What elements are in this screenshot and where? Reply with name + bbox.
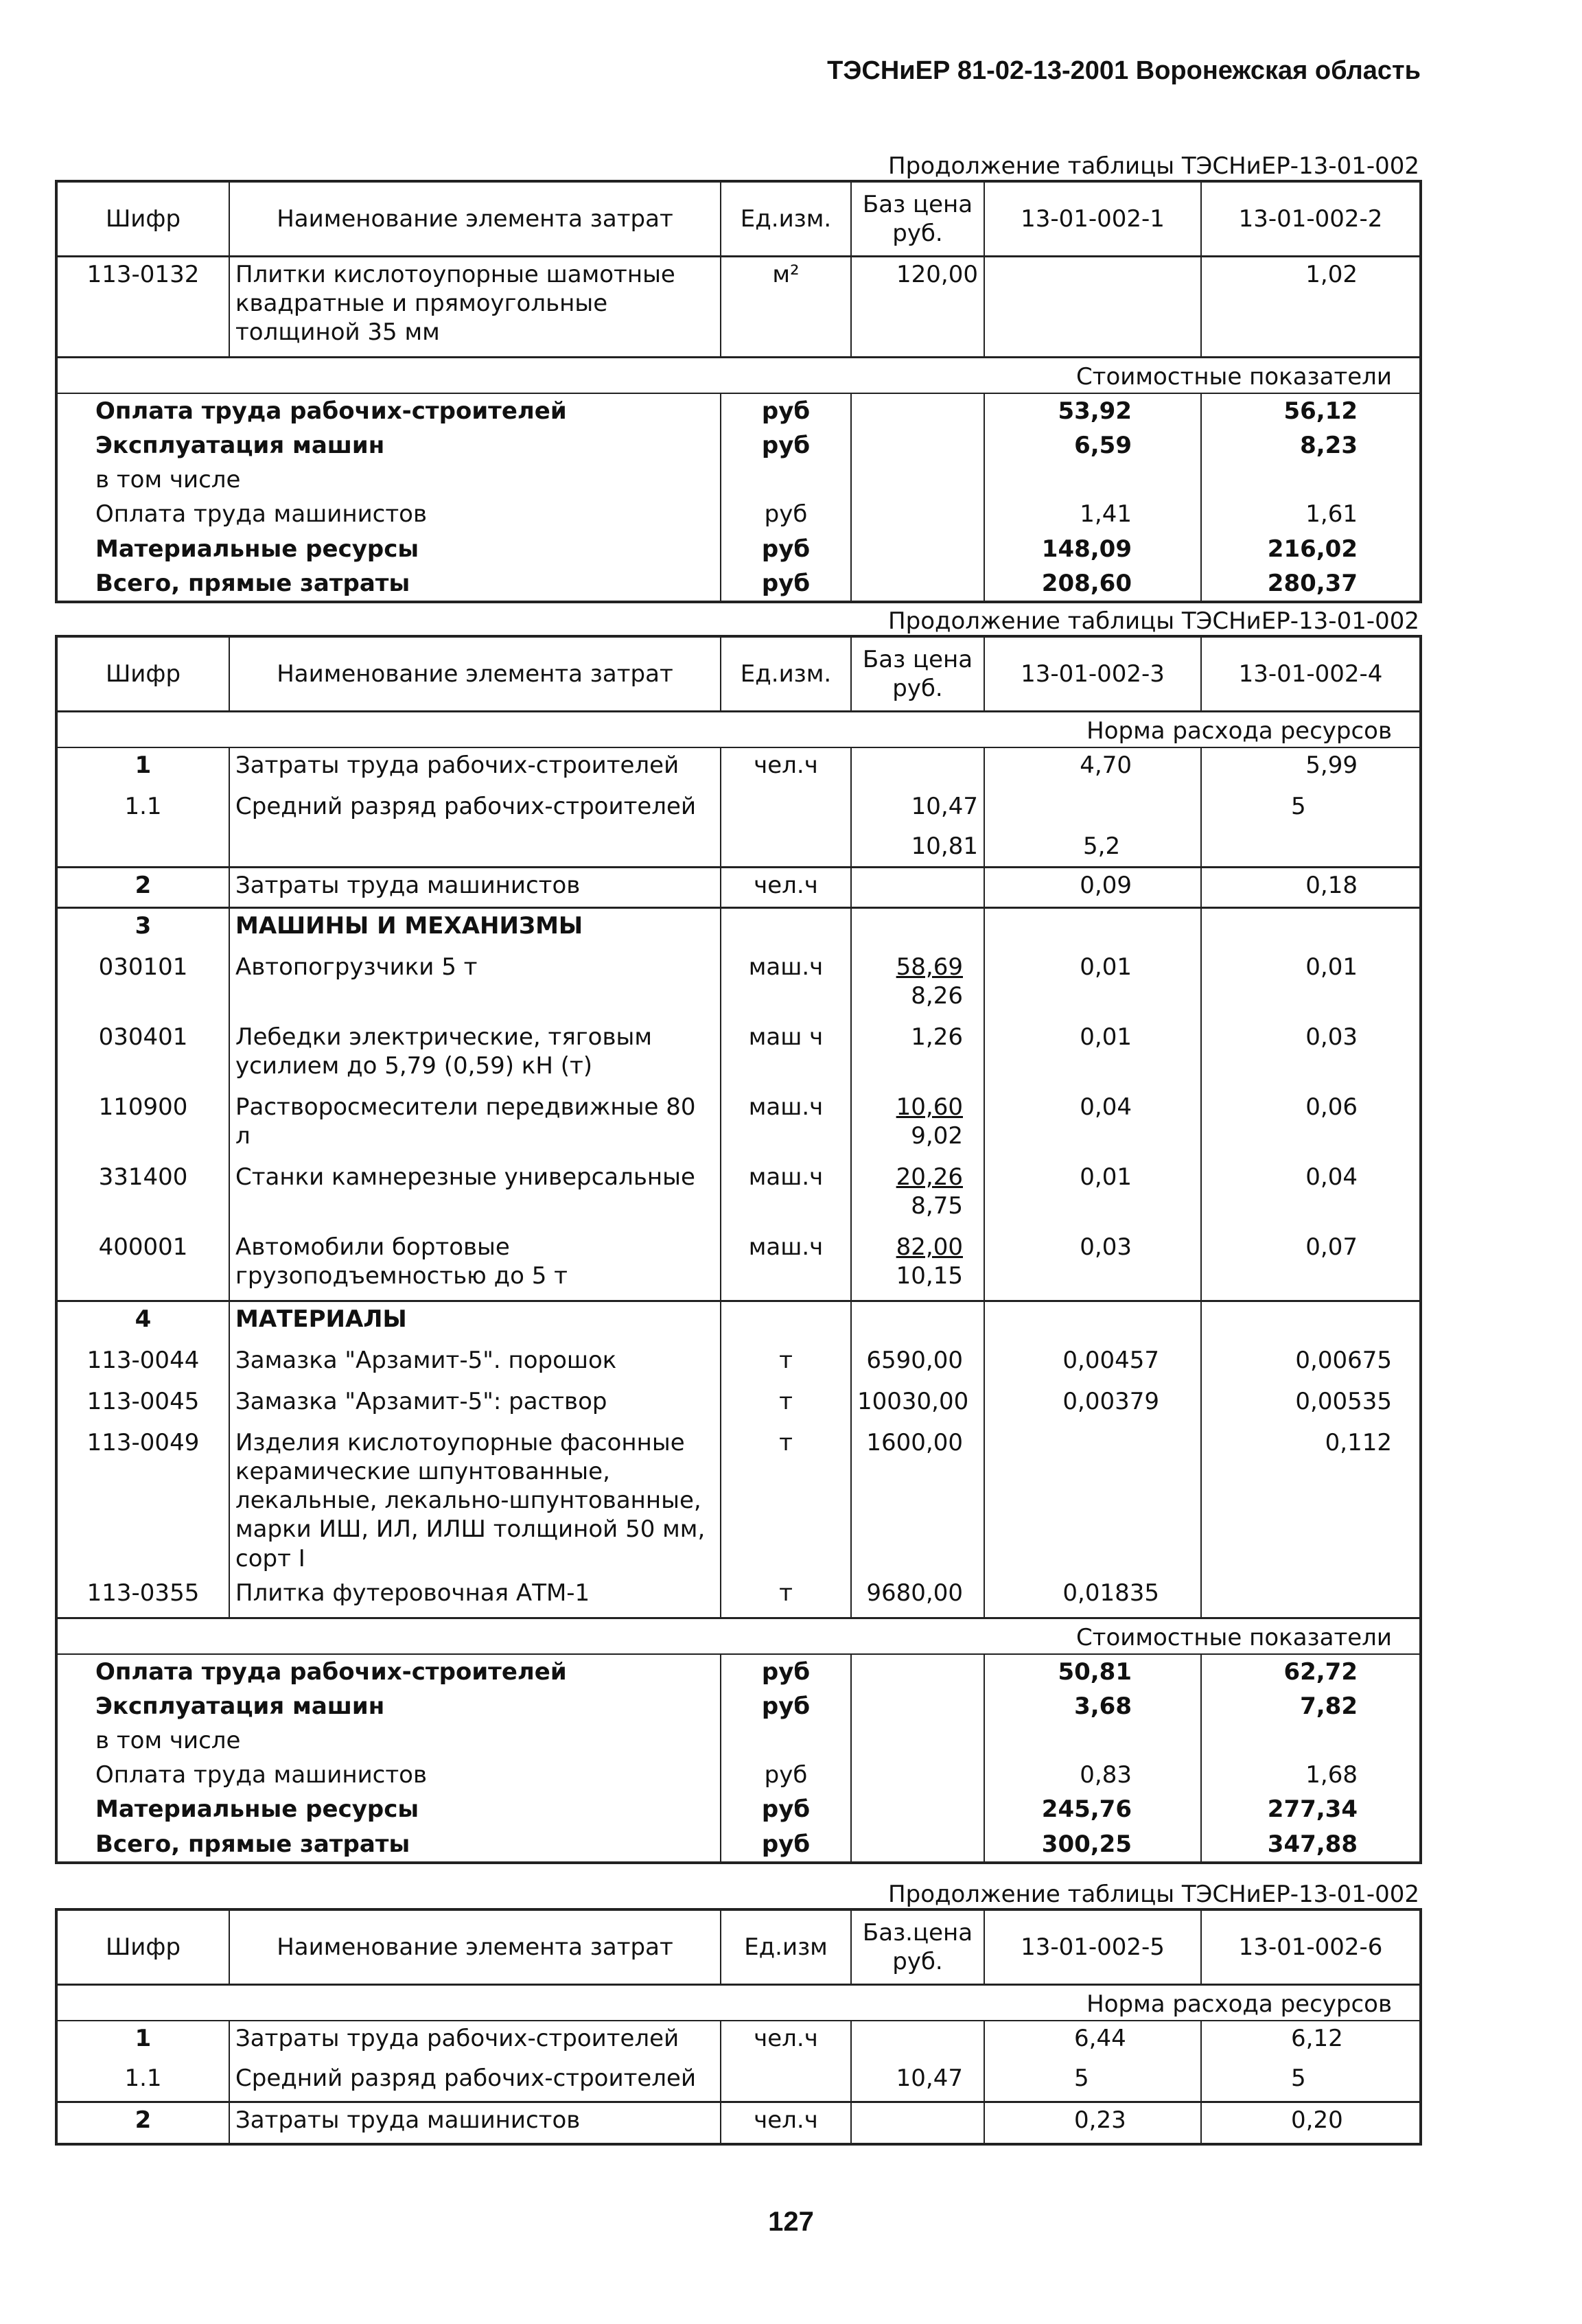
- row-value-a: [984, 789, 1201, 868]
- header-unit: Ед.изм.: [721, 636, 851, 712]
- row-price: 10030,00: [851, 1384, 984, 1426]
- row-code: 113-0049: [56, 1426, 229, 1576]
- resource-table-1: [55, 180, 1422, 603]
- summary-row: [56, 532, 1421, 566]
- row-price: [851, 1020, 984, 1090]
- row-unit: маш ч: [721, 1020, 851, 1090]
- header-price: Баз цена руб.: [851, 636, 984, 712]
- price-underlined: 20,26: [896, 1163, 963, 1191]
- table-row: [56, 950, 1421, 1020]
- material-rows: [56, 1343, 1421, 1618]
- row-code: 400001: [56, 1230, 229, 1301]
- row-name: Плитки кислотоупорные шамотные квадратные и прямоугольные толщиной 35 мм: [229, 257, 721, 358]
- summary-row: [56, 497, 1421, 531]
- continuation-caption-2: Продолжение таблицы ТЭСНиЕР-13-01-002: [888, 607, 1419, 635]
- row-price: [851, 747, 984, 789]
- table-row: [56, 789, 1421, 868]
- header-price: Баз цена руб.: [851, 181, 984, 257]
- row-value-b: 6,12: [1201, 2021, 1421, 2061]
- price-value: 8,75: [911, 1192, 963, 1220]
- header-name: Наименование элемента затрат: [229, 636, 721, 712]
- price-underlined: 82,00: [896, 1233, 963, 1261]
- row-unit: маш.ч: [721, 1090, 851, 1160]
- table-row: [56, 1384, 1421, 1426]
- summary-price: [851, 1827, 984, 1863]
- row-price: 6590,00: [851, 1343, 984, 1384]
- summary-name: Эксплуатация машин: [56, 428, 721, 463]
- row-code: 1: [56, 747, 229, 789]
- row-value-a: 0,00457: [984, 1343, 1201, 1384]
- summary-name: Эксплуатация машин: [56, 1689, 721, 1723]
- summary-unit: [721, 463, 851, 497]
- summary-row: [56, 566, 1421, 602]
- summary-unit: руб: [721, 393, 851, 428]
- summary-value-a: 1,41: [984, 497, 1201, 531]
- row-price: 10,47: [851, 2061, 984, 2102]
- summary-name: в том числе: [56, 463, 721, 497]
- table-row: [56, 1343, 1421, 1384]
- row-name: Изделия кислотоупорные фасонные керамические шпунтованные, лекальные, лекально-шпунтованные, марки ИШ, ИЛ, ИЛШ толщиной 50 мм, сорт I: [229, 1426, 721, 1576]
- summary-unit: руб: [721, 1689, 851, 1723]
- summary-name: Оплата труда рабочих-строителей: [56, 393, 721, 428]
- row-value-b: [1201, 1576, 1421, 1618]
- header-name: Наименование элемента затрат: [229, 181, 721, 257]
- summary-name: Оплата труда машинистов: [56, 497, 721, 531]
- summary-value-a: 300,25: [984, 1827, 1201, 1863]
- summary-unit: руб: [721, 1827, 851, 1863]
- row-name: Плитка футеровочная АТМ-1: [229, 1576, 721, 1618]
- summary-name: Оплата труда машинистов: [56, 1758, 721, 1792]
- summary-price: [851, 1792, 984, 1826]
- header-unit: Ед.изм: [721, 1909, 851, 1985]
- row-name: Автопогрузчики 5 т: [229, 950, 721, 1020]
- row-name: Средний разряд рабочих-строителей: [229, 789, 721, 868]
- row-price: [851, 2021, 984, 2061]
- row-price-2: 10,81: [911, 833, 978, 861]
- row-name: Станки камнерезные универсальные: [229, 1160, 721, 1230]
- table-row: [56, 1160, 1421, 1230]
- header-col-b: 13-01-002-2: [1201, 181, 1421, 257]
- row-value-a: 0,01: [984, 950, 1201, 1020]
- row-name: Замазка "Арзамит-5". порошок: [229, 1343, 721, 1384]
- summary-value-a: 50,81: [984, 1654, 1201, 1689]
- section-row: [56, 908, 1421, 951]
- summary-unit: руб: [721, 1792, 851, 1826]
- row-unit: т: [721, 1426, 851, 1576]
- row-name: Затраты труда машинистов: [229, 2102, 721, 2145]
- summary-value-b: 62,72: [1201, 1654, 1421, 1689]
- price-value: 8,26: [911, 982, 963, 1010]
- continuation-caption-3: Продолжение таблицы ТЭСНиЕР-13-01-002: [888, 1881, 1419, 1908]
- row-name: Автомобили бортовые грузоподъемностью до 5 т: [229, 1230, 721, 1301]
- header-price: Баз.цена руб.: [851, 1909, 984, 1985]
- row-value-b: 1,02: [1201, 257, 1421, 358]
- row-value-a: [984, 257, 1201, 358]
- summary-value-a: 208,60: [984, 566, 1201, 602]
- row-value-b: 0,04: [1201, 1160, 1421, 1230]
- summary-row: [56, 1723, 1421, 1758]
- summary-price: [851, 393, 984, 428]
- table-row: [56, 868, 1421, 908]
- summary-value-b: 277,34: [1201, 1792, 1421, 1826]
- row-value-a: 0,04: [984, 1090, 1201, 1160]
- machine-rows: [56, 950, 1421, 1301]
- summary-name: Материальные ресурсы: [56, 1792, 721, 1826]
- summary-unit: [721, 1723, 851, 1758]
- summary-row: [56, 1689, 1421, 1723]
- header-name: Наименование элемента затрат: [229, 1909, 721, 1985]
- row-value-b: 0,03: [1201, 1020, 1421, 1090]
- table-row: [56, 1576, 1421, 1618]
- row-unit: [721, 2061, 851, 2102]
- summary-price: [851, 532, 984, 566]
- row-value-b: 0,06: [1201, 1090, 1421, 1160]
- header-col-a: 13-01-002-1: [984, 181, 1201, 257]
- summary-value-b: 1,68: [1201, 1758, 1421, 1792]
- summary-row: [56, 1792, 1421, 1826]
- row-code: 1: [56, 2021, 229, 2061]
- table-row: [56, 1426, 1421, 1576]
- summary-price: [851, 463, 984, 497]
- row-name: Затраты труда рабочих-строителей: [229, 2021, 721, 2061]
- row-price: [851, 1090, 984, 1160]
- table-row: [56, 1090, 1421, 1160]
- summary-rows: [56, 1654, 1421, 1863]
- row-code: 331400: [56, 1160, 229, 1230]
- table-header-row: [56, 636, 1421, 712]
- summary-name: Всего, прямые затраты: [56, 1827, 721, 1863]
- row-price: 120,00: [851, 257, 984, 358]
- resource-norm-label: Норма расхода ресурсов: [56, 1985, 1421, 2021]
- row-code: 2: [56, 2102, 229, 2145]
- row-value-a: 6,44: [984, 2021, 1201, 2061]
- row-name: Затраты труда рабочих-строителей: [229, 747, 721, 789]
- row-code: 030101: [56, 950, 229, 1020]
- row-value-a: 0,01: [984, 1160, 1201, 1230]
- header-code: Шифр: [56, 181, 229, 257]
- cost-indicators-label: Стоимостные показатели: [56, 358, 1421, 394]
- continuation-caption-1: Продолжение таблицы ТЭСНиЕР-13-01-002: [888, 152, 1419, 180]
- row-value-a: 0,23: [984, 2102, 1201, 2145]
- summary-unit: руб: [721, 566, 851, 602]
- row-code: 030401: [56, 1020, 229, 1090]
- section-band: [56, 1618, 1421, 1654]
- summary-value-b: 1,61: [1201, 497, 1421, 531]
- row-value-b: 0,00675: [1201, 1343, 1421, 1384]
- table-row: [56, 2102, 1421, 2145]
- row-unit: чел.ч: [721, 2021, 851, 2061]
- section-code: 3: [56, 908, 229, 951]
- summary-value-a: 148,09: [984, 532, 1201, 566]
- price-value: 10,15: [896, 1262, 963, 1290]
- table-row: [56, 1020, 1421, 1090]
- row-value-b: 5: [1201, 789, 1421, 868]
- row-value-a: 0,00379: [984, 1384, 1201, 1426]
- table-row: [56, 257, 1421, 358]
- section-title: МАШИНЫ И МЕХАНИЗМЫ: [229, 908, 721, 951]
- table-row: [56, 2021, 1421, 2061]
- page-number: 127: [768, 2207, 814, 2237]
- row-unit: т: [721, 1384, 851, 1426]
- summary-price: [851, 428, 984, 463]
- summary-row: [56, 393, 1421, 428]
- row-unit: т: [721, 1576, 851, 1618]
- summary-price: [851, 566, 984, 602]
- row-value-b: 0,112: [1201, 1426, 1421, 1576]
- summary-name: Всего, прямые затраты: [56, 566, 721, 602]
- summary-value-a: [984, 1723, 1201, 1758]
- row-value-b: 0,07: [1201, 1230, 1421, 1301]
- price-value: 9,02: [911, 1122, 963, 1150]
- header-col-b: 13-01-002-6: [1201, 1909, 1421, 1985]
- row-unit: [721, 789, 851, 868]
- row-code: 113-0044: [56, 1343, 229, 1384]
- header-col-a: 13-01-002-5: [984, 1909, 1201, 1985]
- resource-table-3: [55, 1908, 1422, 2146]
- cost-indicators-label: Стоимостные показатели: [56, 1618, 1421, 1654]
- row-value-a: 0,09: [984, 868, 1201, 908]
- row-unit: м²: [721, 257, 851, 358]
- table-header-row: [56, 181, 1421, 257]
- summary-name: Материальные ресурсы: [56, 532, 721, 566]
- header-col-b: 13-01-002-4: [1201, 636, 1421, 712]
- summary-value-a: 245,76: [984, 1792, 1201, 1826]
- row-code: 113-0045: [56, 1384, 229, 1426]
- row-name: Затраты труда машинистов: [229, 868, 721, 908]
- row-code: 1.1: [56, 2061, 229, 2102]
- row-unit: чел.ч: [721, 2102, 851, 2145]
- row-unit: маш.ч: [721, 1230, 851, 1301]
- row-unit: чел.ч: [721, 868, 851, 908]
- header-unit: Ед.изм.: [721, 181, 851, 257]
- row-name: Замазка "Арзамит-5": раствор: [229, 1384, 721, 1426]
- row-code: 1.1: [56, 789, 229, 868]
- summary-unit: руб: [721, 1654, 851, 1689]
- row-unit: т: [721, 1343, 851, 1384]
- section-code: 4: [56, 1301, 229, 1344]
- section-row: [56, 1301, 1421, 1344]
- summary-name: Оплата труда рабочих-строителей: [56, 1654, 721, 1689]
- row-name: Лебедки электрические, тяговым усилием до 5,79 (0,59) кН (т): [229, 1020, 721, 1090]
- summary-price: [851, 1689, 984, 1723]
- summary-value-a: 3,68: [984, 1689, 1201, 1723]
- row-price: [851, 1230, 984, 1301]
- row-unit: маш.ч: [721, 950, 851, 1020]
- row-code: 110900: [56, 1090, 229, 1160]
- summary-row: [56, 428, 1421, 463]
- row-value-a: 0,03: [984, 1230, 1201, 1301]
- summary-row: [56, 1654, 1421, 1689]
- table-header-row: [56, 1909, 1421, 1985]
- summary-row: [56, 463, 1421, 497]
- summary-unit: руб: [721, 532, 851, 566]
- row-price-1: 10,47: [911, 793, 978, 820]
- summary-row: [56, 1827, 1421, 1863]
- section-title: МАТЕРИАЛЫ: [229, 1301, 721, 1344]
- summary-unit: руб: [721, 497, 851, 531]
- summary-value-b: [1201, 1723, 1421, 1758]
- row-code: 113-0355: [56, 1576, 229, 1618]
- row-value-a: 0,01: [984, 1020, 1201, 1090]
- row-code: 113-0132: [56, 257, 229, 358]
- summary-price: [851, 1723, 984, 1758]
- row-unit: маш.ч: [721, 1160, 851, 1230]
- row-value-a: 0,01835: [984, 1576, 1201, 1618]
- table-row: [56, 747, 1421, 789]
- table-row: [56, 2061, 1421, 2102]
- summary-value-b: 216,02: [1201, 532, 1421, 566]
- summary-value-a: 0,83: [984, 1758, 1201, 1792]
- summary-value-b: 7,82: [1201, 1689, 1421, 1723]
- row-price: [851, 1160, 984, 1230]
- row-value-b: 0,01: [1201, 950, 1421, 1020]
- summary-value-b: 8,23: [1201, 428, 1421, 463]
- summary-price: [851, 1758, 984, 1792]
- summary-price: [851, 1654, 984, 1689]
- resource-norm-label: Норма расхода ресурсов: [56, 712, 1421, 748]
- row-price: [851, 2102, 984, 2145]
- summary-value-b: 56,12: [1201, 393, 1421, 428]
- summary-value-a: [984, 463, 1201, 497]
- summary-row: [56, 1758, 1421, 1792]
- row-value-a: 4,70: [984, 747, 1201, 789]
- row-price: 1600,00: [851, 1426, 984, 1576]
- row-value-a: [984, 1426, 1201, 1576]
- price-underlined: 58,69: [896, 953, 963, 981]
- summary-value-b: 347,88: [1201, 1827, 1421, 1863]
- row-code: 2: [56, 868, 229, 908]
- row-value-b: 5,99: [1201, 747, 1421, 789]
- row-value-b: 0,20: [1201, 2102, 1421, 2145]
- summary-value-a: 53,92: [984, 393, 1201, 428]
- row-name: Растворосмесители передвижные 80 л: [229, 1090, 721, 1160]
- row-price: [851, 789, 984, 868]
- row-unit: чел.ч: [721, 747, 851, 789]
- row-value-a-2: 5,2: [1083, 833, 1121, 860]
- row-value-b: 5: [1201, 2061, 1421, 2102]
- row-price: [851, 868, 984, 908]
- summary-price: [851, 497, 984, 531]
- row-name: Средний разряд рабочих-строителей: [229, 2061, 721, 2102]
- summary-unit: руб: [721, 1758, 851, 1792]
- row-value-b: 0,00535: [1201, 1384, 1421, 1426]
- row-value-b: 0,18: [1201, 868, 1421, 908]
- summary-rows: [56, 393, 1421, 602]
- row-price: [851, 950, 984, 1020]
- summary-value-b: [1201, 463, 1421, 497]
- summary-unit: руб: [721, 428, 851, 463]
- norm-rows: [56, 2021, 1421, 2144]
- resource-table-2: [55, 635, 1422, 1864]
- summary-name: в том числе: [56, 1723, 721, 1758]
- header-col-a: 13-01-002-3: [984, 636, 1201, 712]
- header-code: Шифр: [56, 1909, 229, 1985]
- summary-value-b: 280,37: [1201, 566, 1421, 602]
- section-band: [56, 1985, 1421, 2021]
- table-row: [56, 1230, 1421, 1301]
- price-value: 1,26: [911, 1023, 963, 1051]
- summary-value-a: 6,59: [984, 428, 1201, 463]
- price-underlined: 10,60: [896, 1093, 963, 1121]
- row-value-a: 5: [984, 2061, 1201, 2102]
- section-band: [56, 358, 1421, 394]
- section-band: [56, 712, 1421, 748]
- page-header-title: ТЭСНиЕР 81-02-13-2001 Воронежская область: [827, 56, 1421, 85]
- header-code: Шифр: [56, 636, 229, 712]
- row-price: 9680,00: [851, 1576, 984, 1618]
